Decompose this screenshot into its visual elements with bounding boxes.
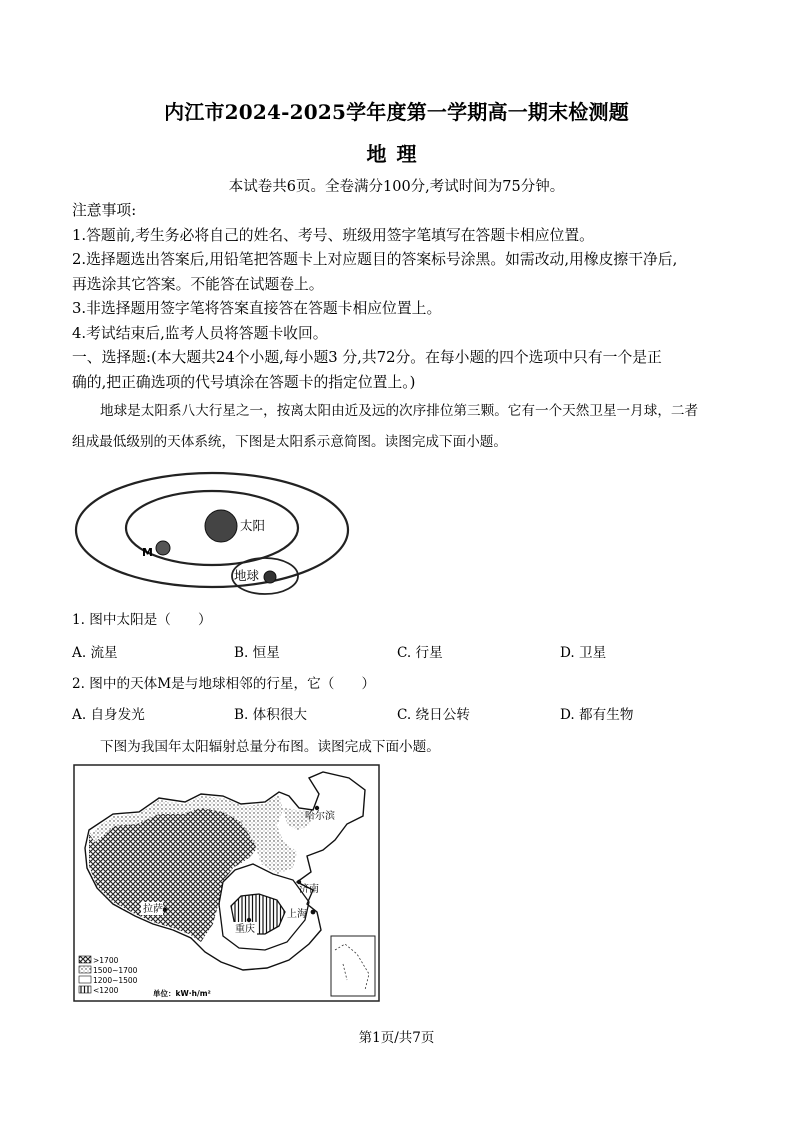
- legend-swatch-above-1700: [79, 956, 91, 963]
- city-marker: [247, 918, 251, 922]
- south-sea-inset: [331, 936, 375, 996]
- option-b: B. 体积很大: [234, 707, 308, 723]
- city-marker: [163, 908, 167, 912]
- notice-block: [72, 199, 722, 395]
- solar-system-figure: [74, 470, 354, 600]
- planet-m-icon: [156, 541, 170, 555]
- sun-label: 太阳: [240, 518, 266, 533]
- earth-label: 地球: [234, 568, 260, 583]
- passage-solar: [72, 396, 724, 458]
- sun-icon: [205, 510, 237, 542]
- legend-label: <1200: [93, 986, 119, 995]
- notice-item: 1.答题前,考生务必将自己的姓名、考号、班级用签字笔填写在答题卡相应位置。: [72, 226, 594, 244]
- city-marker: [311, 910, 316, 915]
- option-a: A. 自身发光: [72, 707, 145, 723]
- section-heading: 一、选择题:(本大题共24个小题,每小题3 分,共72分。在每小题的四个选项中只有一个是正: [72, 349, 662, 366]
- notice-item: 再选涂其它答案。不能答在试题卷上。: [72, 275, 324, 293]
- legend-label: 1500~1700: [93, 966, 138, 975]
- city-label-jinan: 济南: [299, 884, 319, 895]
- city-label-harbin: 哈尔滨: [305, 811, 335, 822]
- question-1-options: [72, 641, 722, 661]
- question-2-options: [72, 703, 722, 723]
- passage-radiation: 下图为我国年太阳辐射总量分布图。读图完成下面小题。: [100, 739, 440, 755]
- notice-item: 2.选择题选出答案后,用铅笔把答题卡上对应题目的答案标号涂黑。如需改动,用橡皮擦干净后,: [72, 251, 678, 268]
- option-c: C. 行星: [397, 645, 443, 661]
- question-2-stem: 2. 图中的天体M是与地球相邻的行星，它（ ）: [72, 676, 376, 692]
- subject-title: 地理: [366, 142, 427, 166]
- question-1-stem: 1. 图中太阳是（ ）: [72, 612, 212, 628]
- section-heading-cont: 确的,把正确选项的代号填涂在答题卡的指定位置上。): [72, 373, 416, 391]
- earth-icon: [264, 571, 276, 583]
- notice-heading: 注意事项:: [72, 202, 137, 219]
- planet-m-label: M: [142, 546, 153, 559]
- legend-swatch-1500-1700: [79, 966, 91, 973]
- option-b: B. 恒星: [234, 645, 280, 661]
- legend-unit: 单位：kW·h/m²: [153, 989, 211, 998]
- page-number: 第1页/共7页: [358, 1030, 435, 1046]
- option-d: D. 都有生物: [560, 707, 634, 723]
- china-radiation-map: [73, 764, 380, 1002]
- notice-item: 4.考试结束后,监考人员将答题卡收回。: [72, 324, 328, 342]
- city-label-chongqing: 重庆: [235, 924, 255, 935]
- legend-swatch-1200-1500: [79, 976, 91, 983]
- legend-label: >1700: [93, 956, 119, 965]
- option-d: D. 卫星: [560, 645, 607, 661]
- option-a: A. 流星: [72, 645, 118, 661]
- passage-line: 组成最低级别的天体系统，下图是太阳系示意简图。读图完成下面小题。: [72, 434, 507, 450]
- city-label-shanghai: 上海: [287, 909, 307, 920]
- legend-swatch-below-1200: [79, 986, 91, 993]
- city-marker: [315, 806, 319, 810]
- exam-title: 内江市2024-2025学年度第一学期高一期末检测题: [164, 100, 629, 124]
- legend-label: 1200~1500: [93, 976, 138, 985]
- exam-info: 本试卷共6页。全卷满分100分,考试时间为75分钟。: [228, 179, 565, 195]
- passage-line: 地球是太阳系八大行星之一，按离太阳由近及远的次序排位第三颗。它有一个天然卫星一月球，二者: [100, 403, 699, 419]
- city-label-lhasa: 拉萨: [143, 904, 163, 915]
- notice-item: 3.非选择题用签字笔将答案直接答在答题卡相应位置上。: [72, 300, 442, 317]
- option-c: C. 绕日公转: [397, 707, 470, 723]
